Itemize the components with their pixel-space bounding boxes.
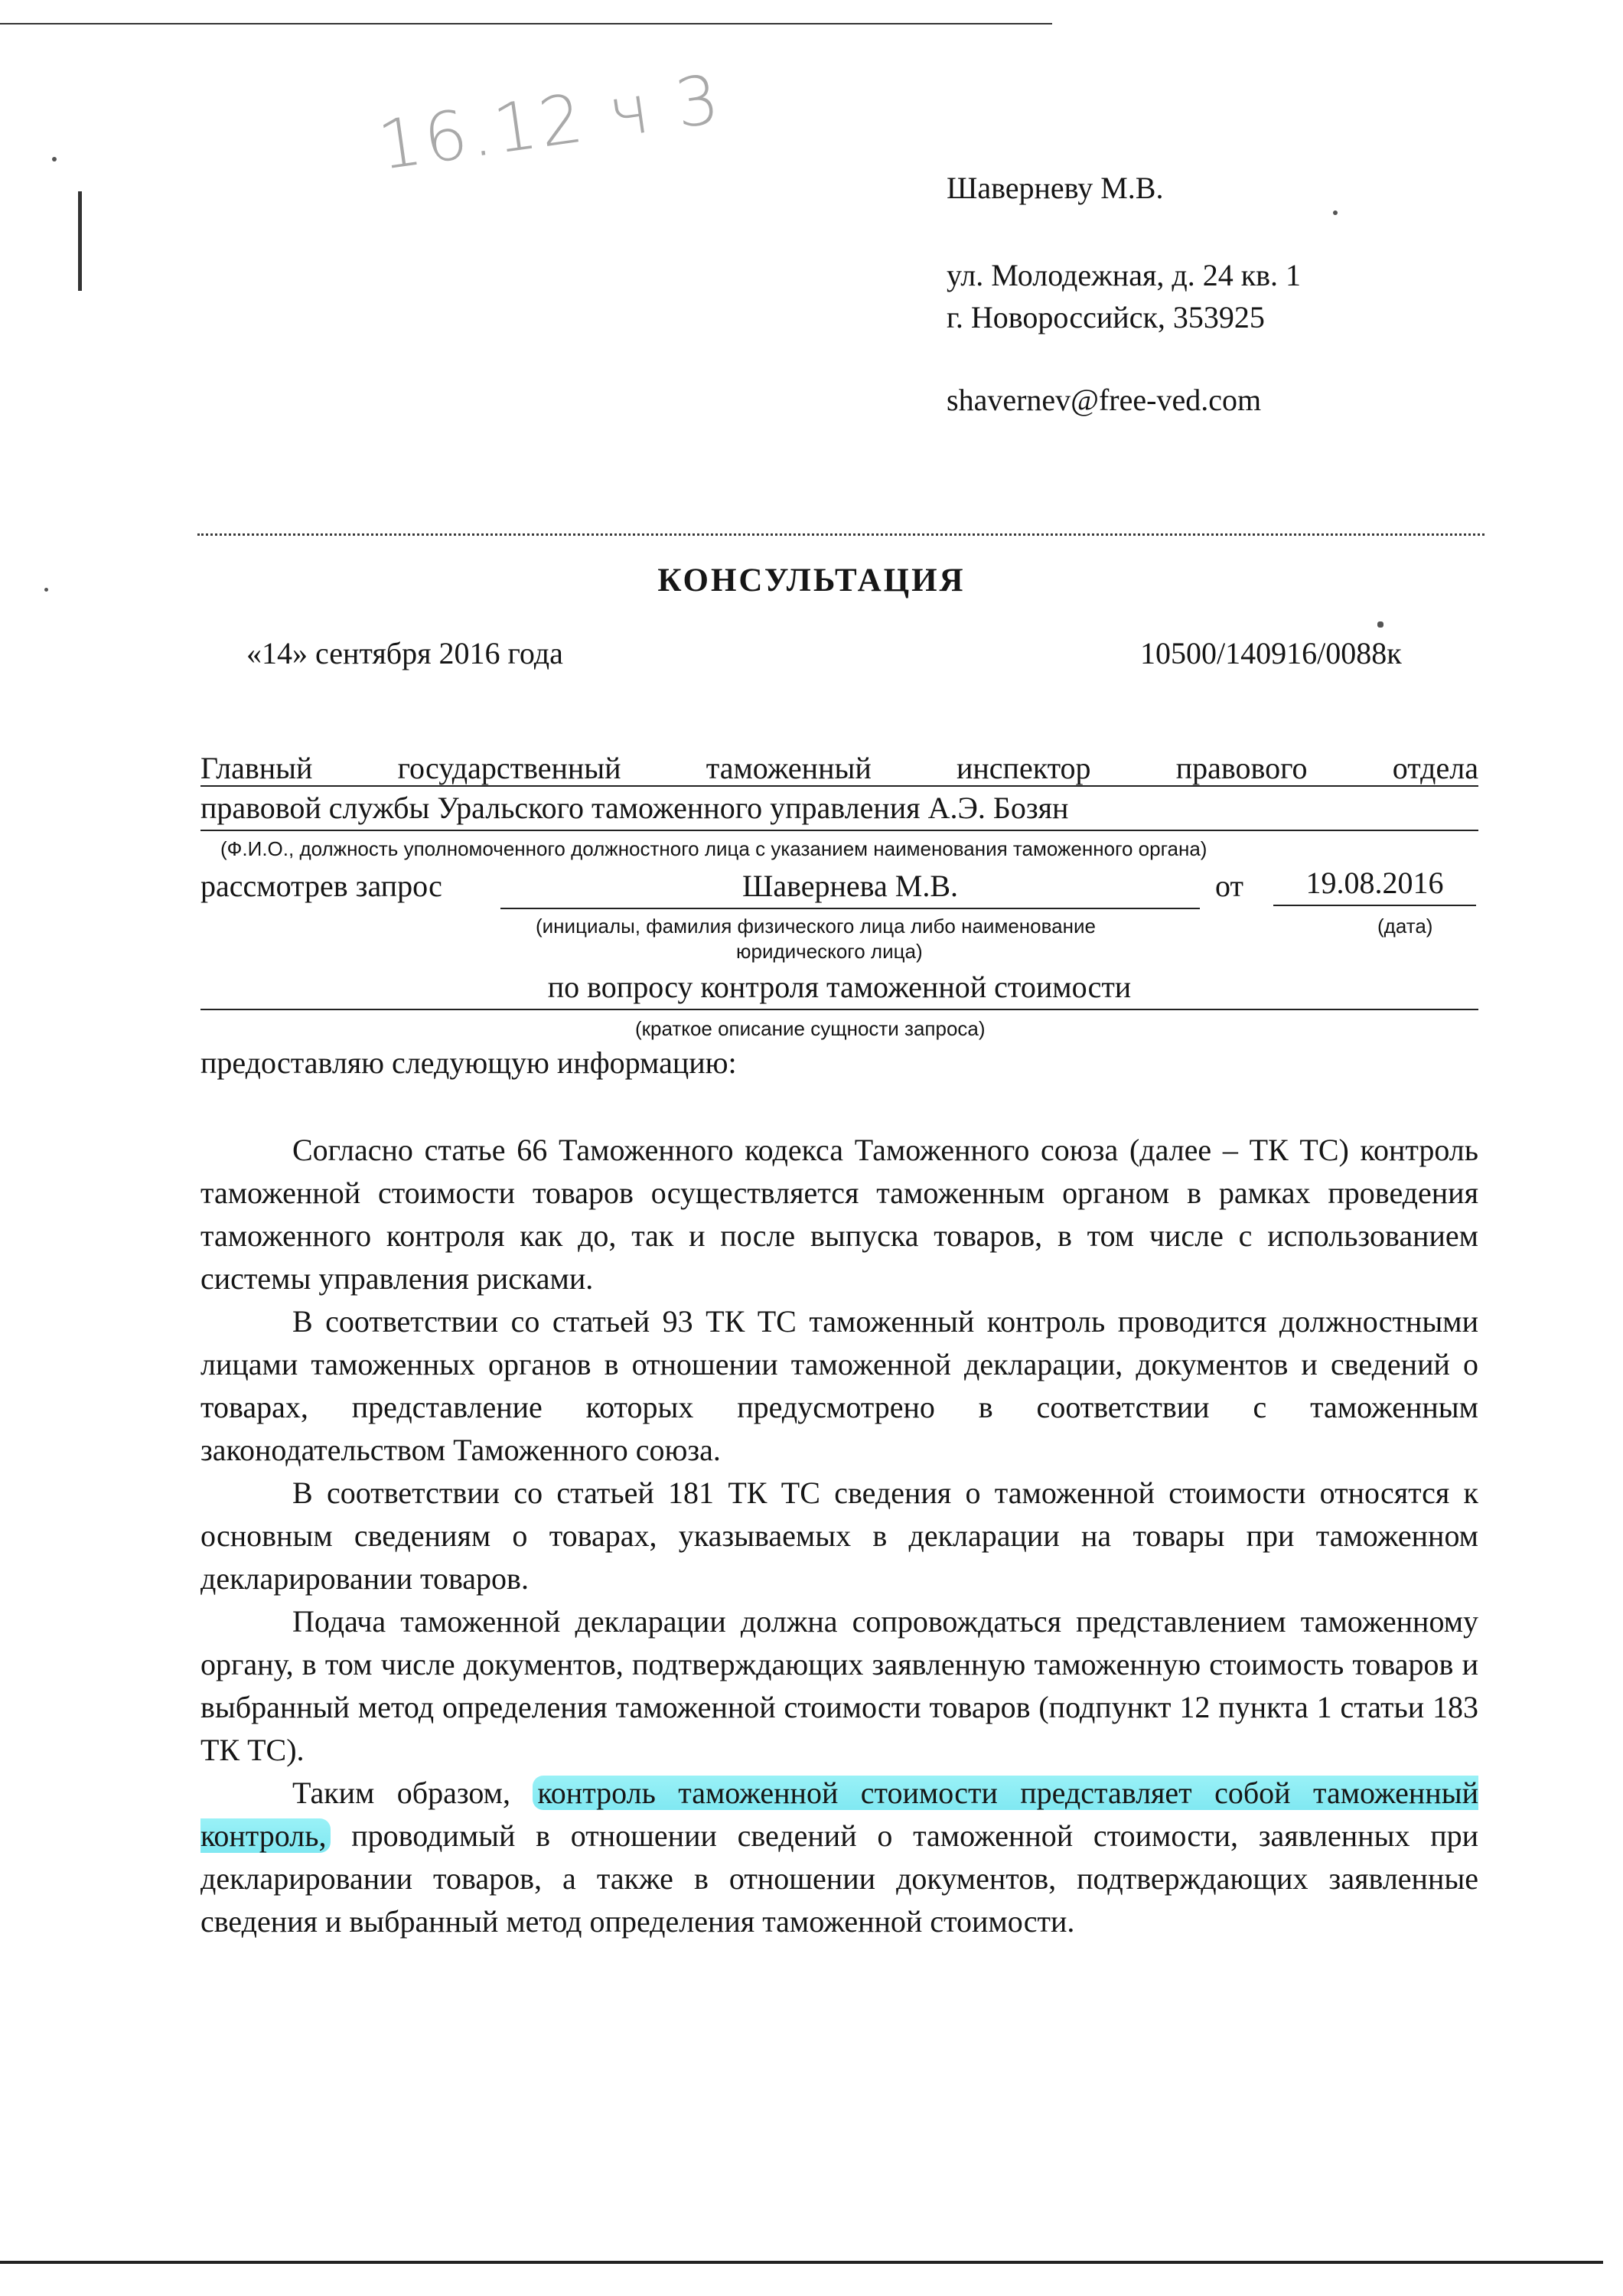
request-from-label: от (1215, 869, 1243, 903)
handwritten-note: 16.12 ч 3 (373, 59, 727, 185)
scan-speck (1333, 210, 1338, 215)
scan-speck (52, 157, 57, 161)
dotted-separator (197, 533, 1484, 536)
top-rule (0, 23, 1052, 24)
request-date: 19.08.2016 (1273, 865, 1476, 906)
paragraph-3: В соответствии со статьей 181 ТК ТС сведения о таможенной стоимости относятся к основным сведениям о товарах, указываемых в декларации на товары при таможенном декларировании товаров. (200, 1476, 1478, 1596)
paragraph-4: Подача таможенной декларации должна сопровождаться представлением таможенному органу, в том числе документов, подтверждающих заявленную таможенную стоимость товаров и выбранный метод определения таможенной стоимости товаров (подпункт 12 пункта 1 статьи 183 ТК ТС). (200, 1604, 1478, 1767)
request-topic: по вопросу контроля таможенной стоимости (200, 969, 1478, 1010)
official-line-1 (200, 747, 1478, 790)
paragraph-1: Согласно статье 66 Таможенного кодекса Таможенного союза (далее – ТК ТС) контроль таможенной стоимости товаров осуществляется таможенным органом в рамках проведения таможенного контроля как до, так и после выпуска товаров, в том числе с использованием системы управления рисками. (200, 1133, 1478, 1296)
document-title: КОНСУЛЬТАЦИЯ (657, 563, 966, 598)
recipient-city: г. Новороссийск, 353925 (947, 300, 1265, 334)
paragraph-2: В соответствии со статьей 93 ТК ТС таможенный контроль проводится должностными лицами таможенных органов в отношении таможенной декларации, документов и сведений о товарах, представление которых предусмотрено в соответствии с таможенным законодательством Таможенного союза. (200, 1304, 1478, 1467)
request-prefix: рассмотрев запрос (200, 869, 442, 903)
document-date: «14» сентября 2016 года (246, 636, 563, 670)
body-text (200, 1129, 1478, 1943)
request-date-caption: (дата) (1377, 915, 1433, 938)
request-intro: предоставляю следующую информацию: (200, 1045, 737, 1080)
official-line-2: правовой службы Уральского таможенного управления А.Э. Бозян (200, 790, 1478, 831)
scan-speck (1377, 621, 1383, 628)
request-from-caption-2: юридического лица) (736, 940, 923, 963)
request-from: Шавернева М.В. (500, 868, 1200, 909)
recipient-name: Шаверневу М.В. (947, 171, 1164, 205)
recipient-street: ул. Молодежная, д. 24 кв. 1 (947, 258, 1302, 292)
paragraph-final: Таким образом, контроль таможенной стоимости представляет собой таможенный контроль, проводимый в отношении сведений о таможенной стоимости, заявленных при декларировании товаров, а также в отношении документов, подтверждающих заявленные сведения и выбранный метод определения таможенной стоимости. (200, 1776, 1478, 1939)
document-number: 10500/140916/0088к (1140, 636, 1402, 670)
official-caption: (Ф.И.О., должность уполномоченного должностного лица с указанием наименования таможенного органа) (220, 837, 1207, 860)
bottom-rule (0, 2261, 1603, 2264)
request-from-caption-1: (инициалы, фамилия физического лица либо наименование (536, 915, 1096, 938)
official-line-1-text: Главный государственный таможенный инспектор правового отдела (200, 751, 1478, 785)
recipient-email: shavernev@free-ved.com (947, 383, 1262, 417)
highlighted-text: контроль таможенной стоимости представляет собой таможенный контроль, (200, 1776, 1478, 1853)
margin-mark (78, 191, 82, 291)
request-topic-caption: (краткое описание сущности запроса) (635, 1017, 986, 1040)
